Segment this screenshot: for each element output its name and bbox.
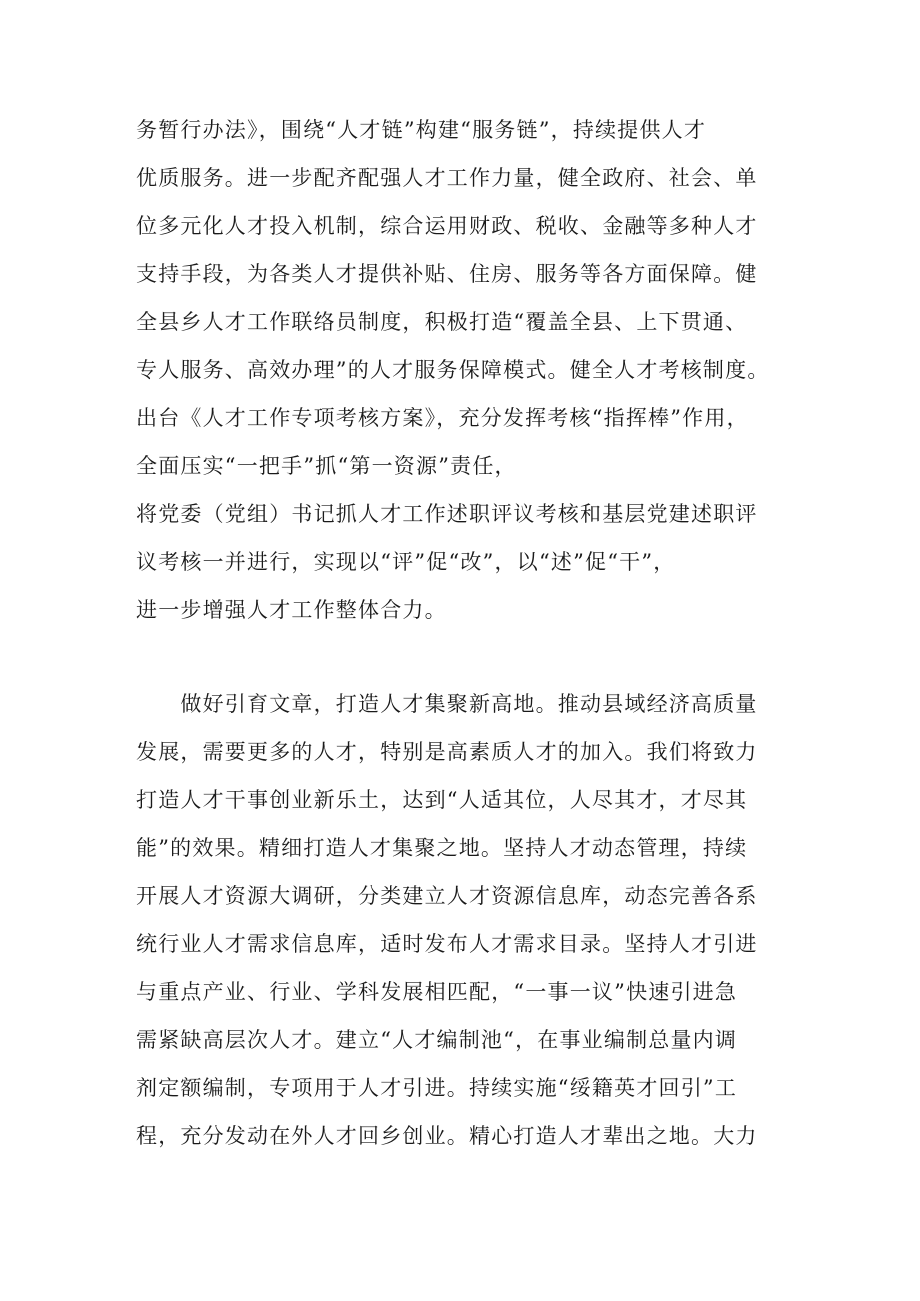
text-line: 做好引育文章，打造人才集聚新高地。推动县域经济高质量 [136, 692, 758, 716]
text-line: 程，充分发动在外人才回乡创业。精心打造人才辈出之地。大力 [136, 1124, 758, 1148]
text-line: 剂定额编制，专项用于人才引进。持续实施“绥籍英才回引”工 [136, 1076, 738, 1100]
text-line: 位多元化人才投入机制，综合运用财政、税收、金融等多种人才 [136, 214, 758, 238]
text-line: 出台《人才工作专项考核方案》，充分发挥考核“指挥棒”作用， [136, 406, 749, 430]
text-line: 开展人才资源大调研，分类建立人才资源信息库，动态完善各系 [136, 884, 758, 908]
text-line: 全面压实“一把手”抓“第一资源”责任， [136, 454, 517, 478]
text-line: 专人服务、高效办理”的人才服务保障模式。健全人才考核制度。 [136, 358, 770, 382]
text-line: 将党委（党组）书记抓人才工作述职评议考核和基层党建述职评 [136, 502, 758, 526]
text-line: 支持手段，为各类人才提供补贴、住房、服务等各方面保障。健 [136, 262, 758, 286]
paragraph-talent-cultivation [136, 680, 816, 1160]
text-line: 打造人才干事创业新乐土，达到“人适其位，人尽其才，才尽其 [136, 788, 748, 812]
text-line: 与重点产业、行业、学科发展相匹配，“一事一议”快速引进急 [136, 980, 738, 1004]
text-line: 议考核一并进行，实现以“评”促“改”，以“述”促“干”， [136, 550, 676, 574]
text-line: 统行业人才需求信息库，适时发布人才需求目录。坚持人才引进 [136, 932, 758, 956]
text-line: 全县乡人才工作联络员制度，积极打造“覆盖全县、上下贯通、 [136, 310, 748, 334]
text-line: 优质服务。进一步配齐配强人才工作力量，健全政府、社会、单 [136, 166, 758, 190]
paragraph-talent-service [136, 106, 816, 634]
text-line: 能”的效果。精细打造人才集聚之地。坚持人才动态管理，持续 [136, 836, 748, 860]
text-line: 发展，需要更多的人才，特别是高素质人才的加入。我们将致力 [136, 740, 758, 764]
text-line: 进一步增强人才工作整体合力。 [136, 598, 447, 622]
text-line: 务暂行办法》，围绕“人才链”构建“服务链”，持续提供人才 [136, 118, 707, 142]
text-line: 需紧缺高层次人才。建立“人才编制池“，在事业编制总量内调 [136, 1028, 738, 1052]
